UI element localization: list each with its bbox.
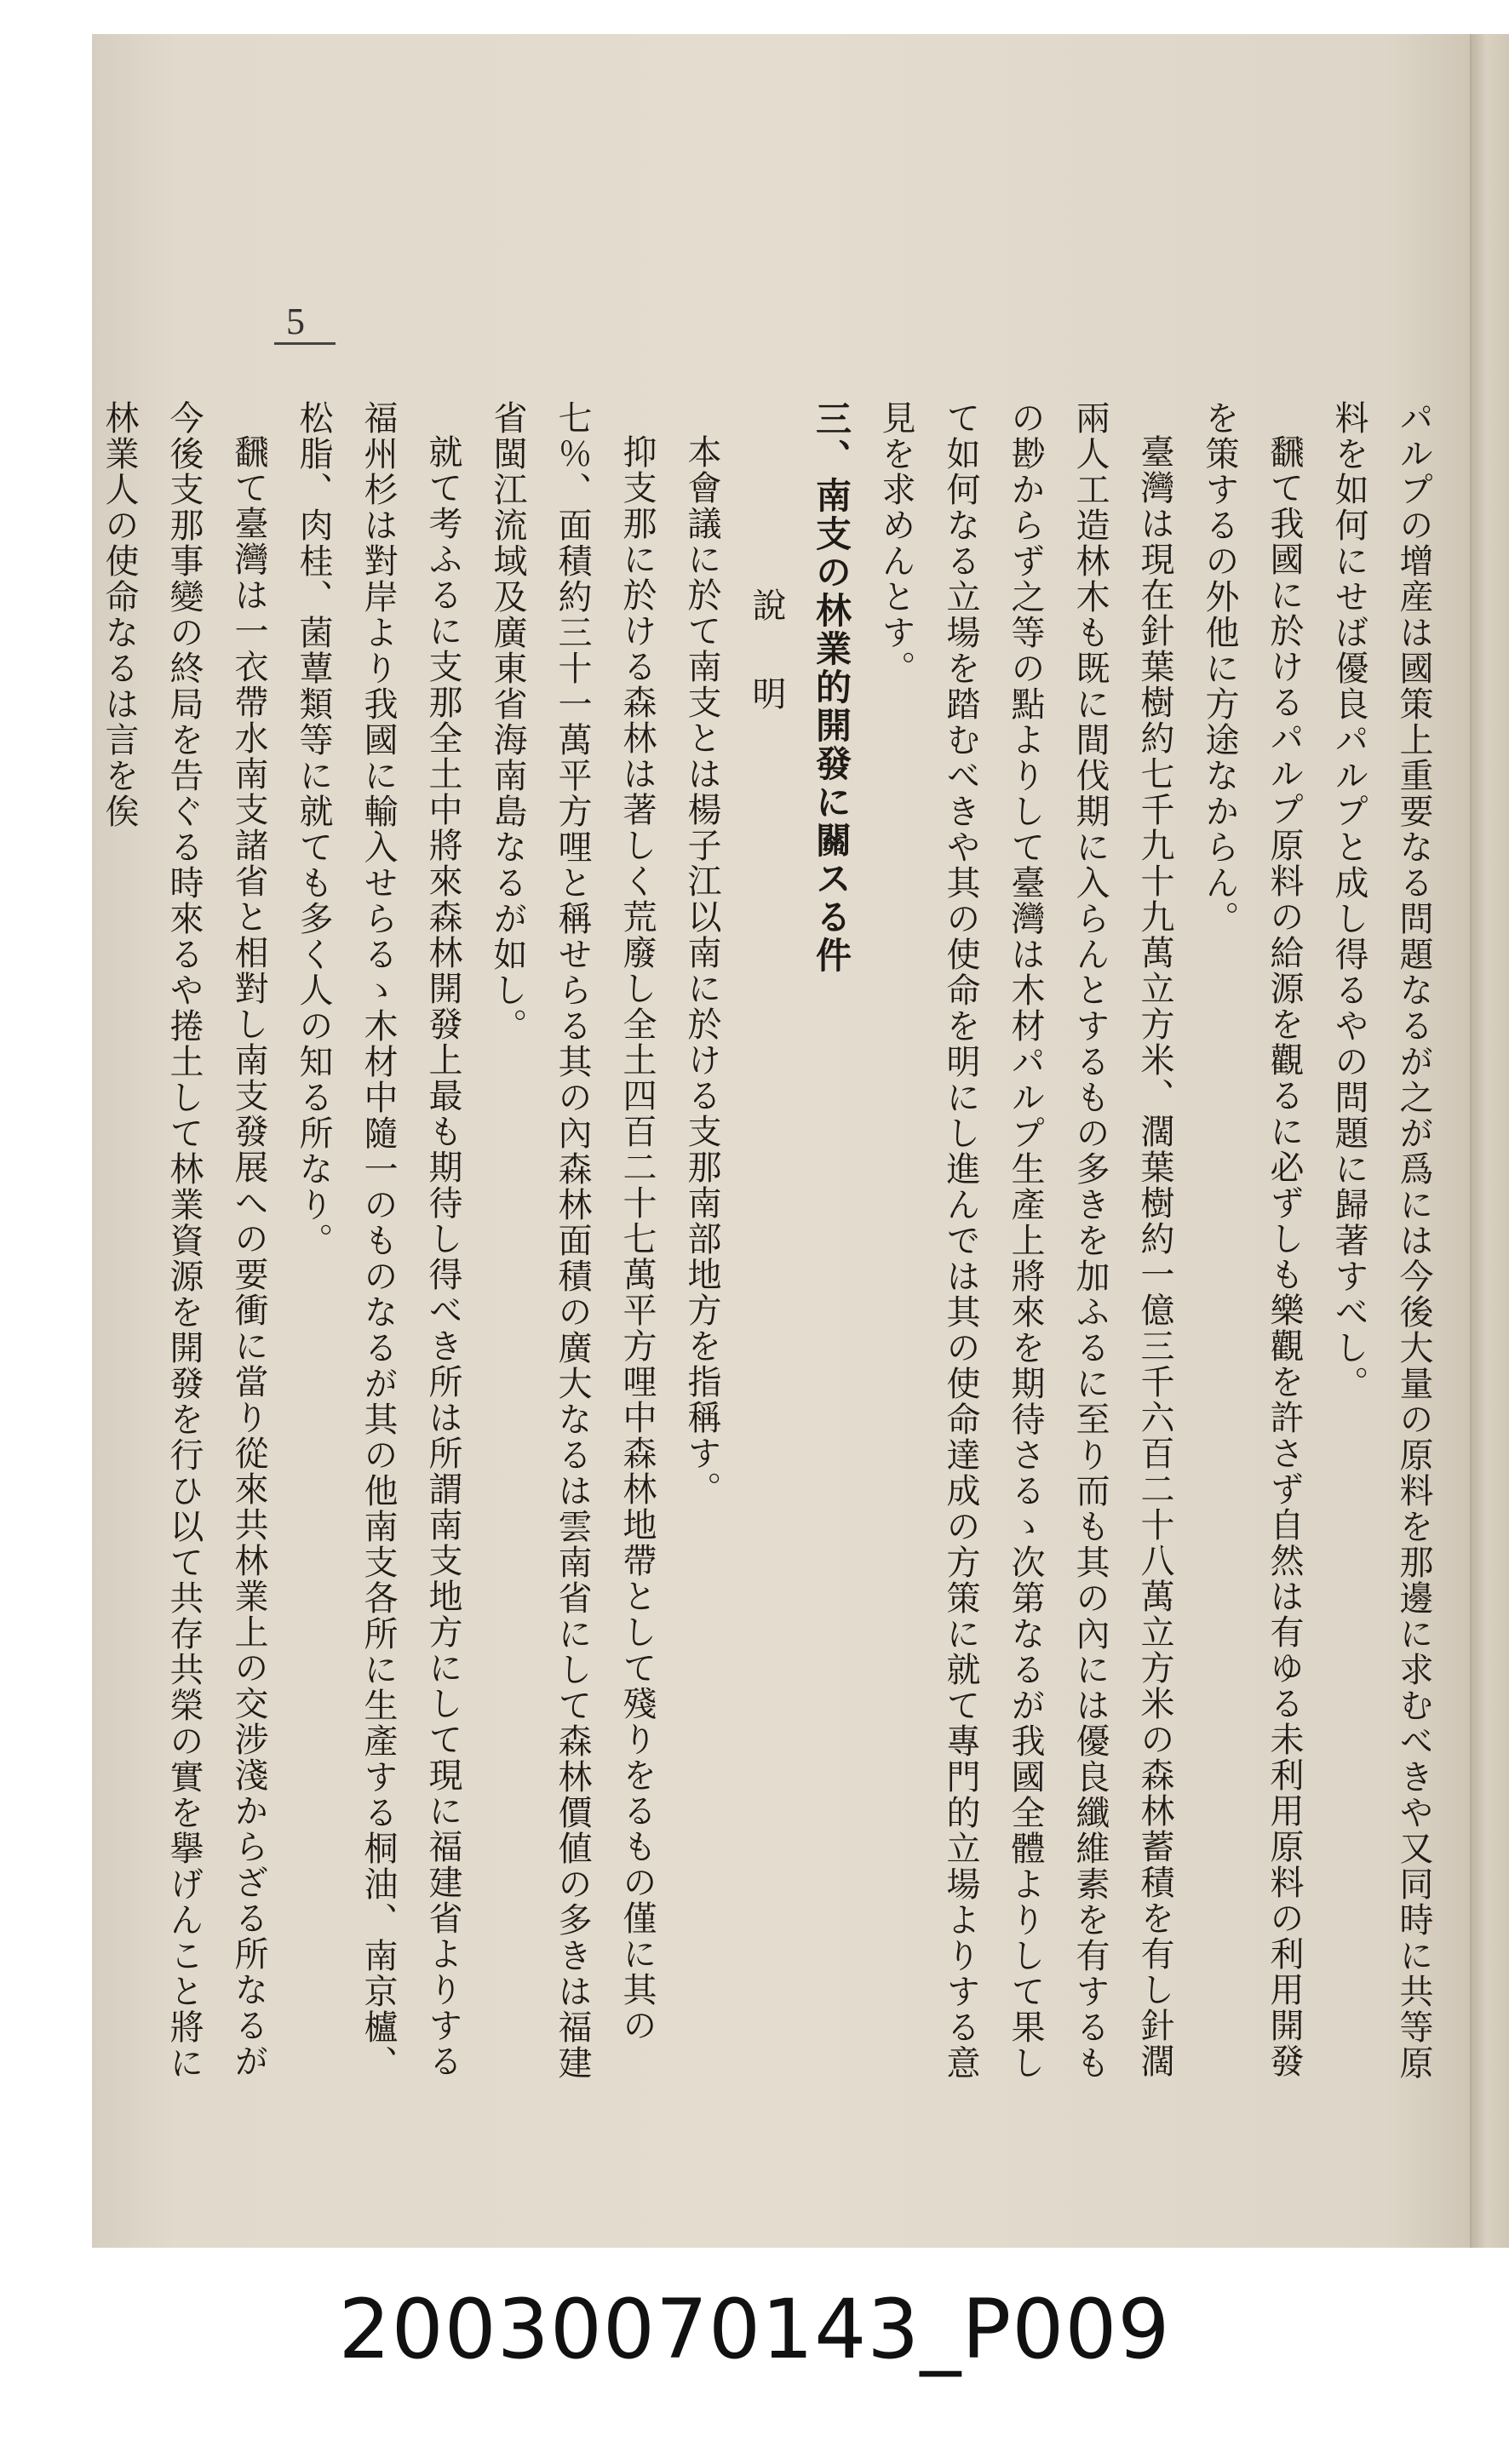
page-number: 5 (286, 301, 305, 342)
paragraph-raw-material-supply: 飜て我國に於けるパルプ原料の給源を觀るに必ずしも樂觀を許さず自然は有ゆる未利用原料の利用開發を策するの外他に方途なからん。 (1200, 400, 1304, 2079)
paragraph-china-forest-area: 抑支那に於ける森林は著しく荒廢し全土四百二十七萬平方哩中森林地帶として殘りをるもの僅に其の七％、面積約三十一萬平方哩と稱せらる其の內森林面積の廣大なるは雲南省にして森林價値の多きは福建省閩江流域及廣東省海南島なるが如し。 (488, 400, 657, 2081)
scanned-page (92, 34, 1509, 2248)
paragraph-pulp-production: パルプの增産は國策上重要なる問題なるが之が爲には今後大量の原料を那邊に求むべきや又同時に共等原料を如何にせば優良パルプと成し得るやの問題に歸著すべし。 (1329, 400, 1433, 2081)
section-subheading: 說明 (747, 587, 786, 765)
page-sheet (92, 34, 1472, 2248)
next-page-edge (1472, 34, 1509, 2248)
image-id-caption: 20030070143_P009 (338, 2282, 1171, 2377)
paragraph-taiwan-mission: 飜て臺灣は一衣帶水南支諸省と相對し南支發展への要衝に當り從來共林業上の交涉淺からざる所なるが今後支那事變の終局を告ぐる時來るや捲土して林業資源を開發を行ひ以て共存共榮の實を擧げんこと將に林業人の使命なるは言を俟 (100, 400, 268, 2081)
page-number-underline (274, 342, 336, 345)
paragraph-south-china-definition: 本會議に於て南支とは楊子江以南に於ける支那南部地方を指稱す。 (682, 434, 721, 1507)
section-heading: 三、南支の林業的開發に關スる件 (811, 400, 852, 975)
paragraph-south-china-products: 就て考ふるに支那全土中將來森林開發上最も期待し得べき所は所謂南支地方にして現に福建省よりする福州杉は對岸より我國に輸入せらるゝ木材中隨一のものなるが其の他南支各所に生產する桐油、南京櫨、松脂、肉桂、菌蕈類等に就ても多く人の知る所なり。 (294, 400, 462, 2081)
paragraph-taiwan-forests: 臺灣は現在針葉樹約七千九十九萬立方米、濶葉樹約一億三千六百二十八萬立方米の森林蓄積を有し針濶兩人工造林木も既に間伐期に入らんとするもの多きを加ふるに至り而も其の內には優良纖維素を有するもの尠からず之等の點よりして臺灣は木材パルプ生產上將來を期待さるゝ次第なるが我國全體よりして果して如何なる立場を踏むべきや其の使命を明にし進んでは其の使命達成の方策に就て專門的立場よりする意見を求めんとす。 (876, 400, 1174, 2081)
vertical-text-body (100, 400, 1446, 2103)
